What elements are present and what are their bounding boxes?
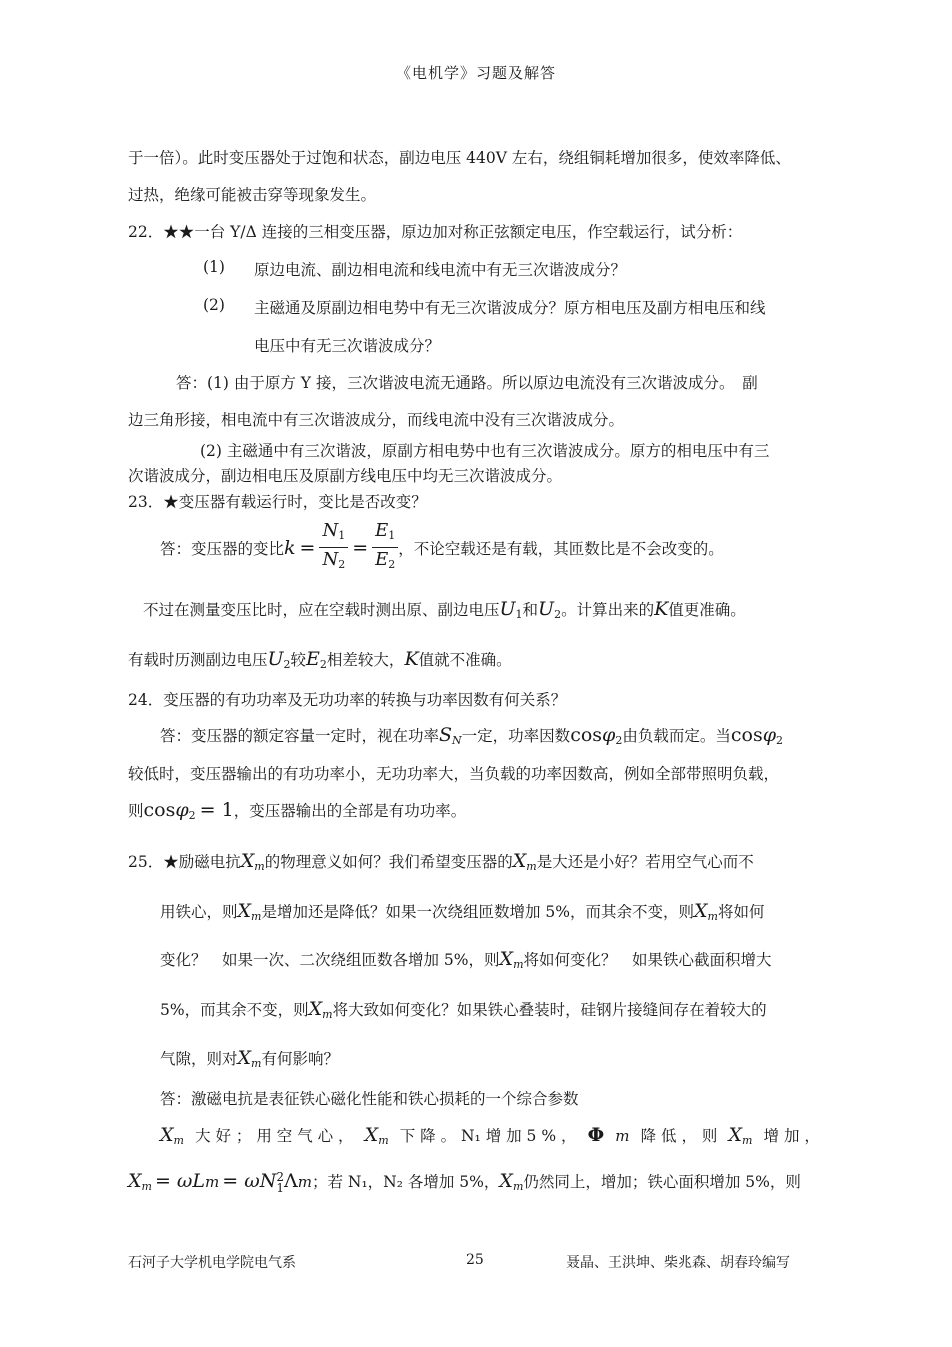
page-header: 《电机学》习题及解答 [395, 64, 556, 82]
answer-23-line-2: 不过在测量变压比时，应在空载时测出原、副边电压$U_1$和$U_2$。计算出来的K值更准确。 [143, 598, 746, 621]
answer-24-line-1: 答：变压器的额定容量一定时，视在功率$S_N$一定，功率因数cosφ$_2$由负载而定。当cosφ$_2$ [160, 724, 784, 747]
answer-25-line-1: 答：激磁电抗是表征铁心磁化性能和铁心损耗的一个综合参数 [160, 1090, 579, 1108]
answer-22-part-1: 答：(1) 由于原方 Y 接，三次谐波电流无通路。所以原边电流没有三次谐波成分。 副 [176, 374, 758, 392]
answer-25-line-2: $X_m$ 大 好 ； 用 空 气 心 ， $X_m$ 下 降 。 N₁ 增 加 5 % ， Φ m 降 低 ， 则 $X_m$ 增 加 ， [160, 1124, 820, 1147]
text-line: 过热，绝缘可能被击穿等现象发生。 [128, 186, 377, 204]
question-25-line-2: 用铁心，则$X_m$是增加还是降低？如果一次绕组匝数增加 5%，而其余不变，则$X_m$将如何 [160, 900, 765, 923]
q22-item-1: 原边电流、副边相电流和线电流中有无三次谐波成分？ [254, 261, 627, 279]
answer-22-part-2-cont: 次谐波成分，副边相电压及原副方线电压中均无三次谐波成分。 [128, 467, 563, 485]
fraction-n1-n2: $\frac{N_1}{N_2}$ [319, 520, 348, 577]
question-25-line-3: 变化？ 如果一次、二次绕组匝数各增加 5%，则$X_m$将如何变化？ 如果铁心截面积增大 [160, 948, 772, 971]
q22-item-2-number: (2) [203, 296, 225, 314]
answer-23-line-3: 有载时历测副边电压$U_2$较$E_2$相差较大，K值就不准确。 [128, 648, 512, 671]
answer-22-part-2: (2) 主磁通中有三次谐波，原副方相电势中也有三次谐波成分。原方的相电压中有三 [200, 442, 770, 460]
answer-24-line-2: 较低时，变压器输出的有功功率小，无功功率大，当负载的功率因数高，例如全部带照明负载， [128, 765, 780, 783]
question-23: 23．★变压器有载运行时，变比是否改变？ [128, 493, 427, 511]
var-k: k [284, 537, 296, 559]
question-25-line-5: 气隙，则对$X_m$有何影响？ [160, 1047, 339, 1070]
q22-item-1-number: (1) [203, 258, 225, 276]
q22-item-2: 主磁通及原副边相电势中有无三次谐波成分？原方相电压及副方相电压和线 [254, 299, 766, 317]
answer-22-part-1-cont: 边三角形接，相电流中有三次谐波成分，而线电流中没有三次谐波成分。 [128, 411, 625, 429]
question-22: 22．★★一台 Y/Δ 连接的三相变压器，原边加对称正弦额定电压，作空载运行，试分析： [128, 223, 743, 241]
answer-25-line-3: $X_m = \omega Lm = \omega N$ 2 1 Λm；若 N₁，N₂ 各增加 5%，$X_m$仍然同上，增加；铁心面积增加 5%，则 [128, 1170, 801, 1195]
answer-24-line-3: 则cosφ$_2$ = 1，变压器输出的全部是有功功率。 [128, 799, 467, 822]
question-25-line-1: 25．★励磁电抗$X_m$的物理意义如何？我们希望变压器的$X_m$是大还是小好？若用空气心而不 [128, 850, 754, 873]
footer-department: 石河子大学机电学院电气系 [128, 1255, 296, 1271]
q22-item-2-cont: 电压中有无三次谐波成分？ [254, 337, 441, 355]
answer-23-ratio: 答：变压器的变比 k = $\frac{N_1}{N_2}$ = $\frac{E_1}{E_2}$ ，不论空载还是有载，其匝数比是不会改变的。 [160, 520, 820, 576]
footer-authors: 聂晶、王洪坤、柴兆森、胡春玲编写 [566, 1255, 790, 1271]
text-line: 于一倍）。此时变压器处于过饱和状态，副边电压 440V 左右，绕组铜耗增加很多，使效率降低、 [128, 149, 791, 167]
footer-page-number: 25 [466, 1252, 484, 1268]
fraction-e1-e2: $\frac{E_1}{E_2}$ [372, 520, 398, 577]
question-25-line-4: 5%，而其余不变，则$X_m$将大致如何变化？如果铁心叠装时，硅钢片接缝间存在着较大的 [160, 998, 767, 1021]
question-24: 24．变压器的有功功率及无功功率的转换与功率因数有何关系？ [128, 691, 567, 709]
